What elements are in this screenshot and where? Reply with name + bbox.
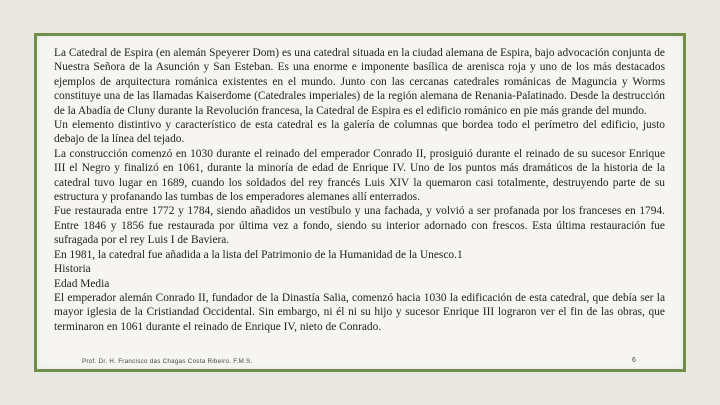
footer-author: Prof. Dr. H. Francisco das Chagas Costa Ribeiro. F.M.S.: [82, 358, 253, 365]
heading-historia: Historia: [54, 263, 91, 276]
paragraph-unesco: En 1981, la catedral fue añadida a la lista del Patrimonio de la Humanidad de la Unesco.1: [54, 248, 463, 261]
paragraph-intro: La Catedral de Espira (en alemán Speyerer Dom) es una catedral situada en la ciudad alemana de Espira, bajo advocación conjunta de Nuestra Señora de la Asunción y San Esteban. Es una enorme e imponente basílica de arenisca roja y uno de los más destacados ejemplos de arquitectura románica existentes en el mundo. Junto con las cercanas catedrales románicas de Maguncia y Worms constituye una de las llamadas Kaiserdome (Catedrales imperiales) de la región alemana de Renania-Palatinado. Desde la destrucción de la Abadía de Cluny durante la Revolución francesa, la Catedral de Espira es el edificio románico en pie más grande del mundo.: [54, 47, 665, 117]
paragraph-restoration: Fue restaurada entre 1772 y 1784, siendo añadidos un vestíbulo y una fachada, y volvió a ser profanada por los franceses en 1794. Entre 1846 y 1856 fue restaurada por última vez a fondo, siendo su interior adornado con frescos. Esta última restauración fue sufragada por el rey Luis I de Baviera.: [54, 205, 665, 247]
paragraph-gallery: Un elemento distintivo y característico de esta catedral es la galería de columnas que bordea todo el perímetro del edificio, justo debajo de la línea del tejado.: [54, 119, 665, 146]
heading-edad-media: Edad Media: [54, 277, 110, 290]
paragraph-middle-ages: El emperador alemán Conrado II, fundador de la Dinastía Salia, comenzó hacia 1030 la edificación de esta catedral, que debía ser la mayor iglesia de la Cristiandad Occidental. Sin embargo, ni él ni su hijo y sucesor Enrique III lograron ver el fin de las obras, que terminaron en 1061 durante el reinado de Enrique IV, nieto de Conrado.: [54, 291, 665, 333]
slide-text-body: [54, 46, 665, 334]
page-number: 6: [632, 357, 636, 364]
paragraph-construction: La construcción comenzó en 1030 durante el reinado del emperador Conrado II, prosiguió durante el reinado de su sucesor Enrique III el Negro y finalizó en 1061, durante la minoría de edad de Enrique IV. Uno de los puntos más dramáticos de la historia de la catedral tuvo lugar en 1689, cuando los soldados del rey francés Luis XIV la quemaron casi totalmente, destruyendo parte de su estructura y profanando las tumbas de los emperadores alemanes allí enterrados.: [54, 147, 665, 204]
